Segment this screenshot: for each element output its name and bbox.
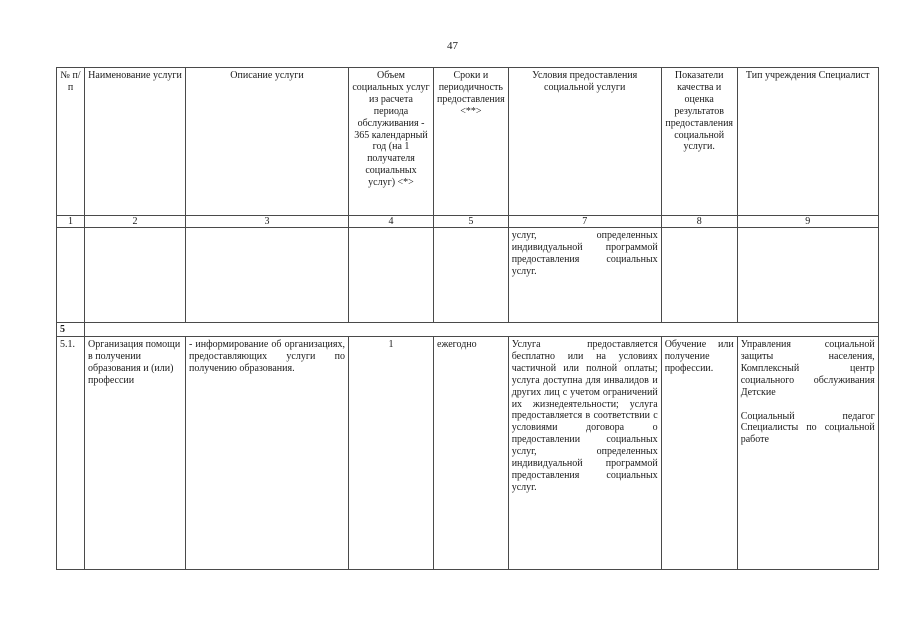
service-quality: Обучение или получение профессии. — [661, 337, 737, 570]
institution-type: Управления социальной защиты населения, Комплексный центр социального обслуживания Детские — [740, 339, 875, 398]
column-number-8: 8 — [661, 216, 737, 228]
header-volume: Объем социальных услуг из расчета периода обслуживания - 365 календарный год (на 1 получателя социальных услуг) <*> — [349, 68, 434, 216]
empty-cell — [57, 228, 85, 323]
empty-cell — [85, 228, 186, 323]
row-number: 5.1. — [57, 337, 85, 570]
column-number-3: 3 — [186, 216, 349, 228]
header-service-name: Наименование услуги — [85, 68, 186, 216]
empty-cell — [737, 228, 878, 323]
section-title — [85, 323, 879, 337]
column-number-5: 5 — [434, 216, 509, 228]
continuation-row — [57, 228, 879, 323]
services-table — [56, 67, 879, 570]
header-quality: Показатели качества и оценка результатов предоставления социальной услуги. — [661, 68, 737, 216]
header-period: Сроки и периодичность предоставления <**> — [434, 68, 509, 216]
section-number: 5 — [57, 323, 85, 337]
service-conditions: Услуга предоставляется бесплатно или на условиях частичной или полной оплаты; услуга доступна для инвалидов и других лиц с учетом ограничений их жизнедеятельности; услуга предоставляется в соответствии с условиями договора о предоставлении социальных услуг, определенных индивидуальной программой предоставления социальных услуг. — [508, 337, 661, 570]
continuation-conditions: услуг, определенных индивидуальной программой предоставления социальных услуг. — [508, 228, 661, 323]
spacer — [741, 399, 875, 411]
specialists: Социальный педагог Специалисты по социальной работе — [740, 410, 875, 446]
empty-cell — [661, 228, 737, 323]
column-number-7: 7 — [508, 216, 661, 228]
column-number-9: 9 — [737, 216, 878, 228]
service-name: Организация помощи в получении образования и (или) профессии — [85, 337, 186, 570]
header-number: № п/п — [57, 68, 85, 216]
table-row — [57, 337, 879, 570]
header-description: Описание услуги — [186, 68, 349, 216]
institution-cell — [737, 337, 878, 570]
header-row — [57, 68, 879, 216]
column-number-2: 2 — [85, 216, 186, 228]
section-row — [57, 323, 879, 337]
header-conditions: Условия предоставления социальной услуги — [508, 68, 661, 216]
header-institution: Тип учреждения Специалист — [737, 68, 878, 216]
empty-cell — [434, 228, 509, 323]
page-number: 47 — [447, 40, 458, 52]
column-number-1: 1 — [57, 216, 85, 228]
empty-cell — [349, 228, 434, 323]
service-period: ежегодно — [434, 337, 509, 570]
empty-cell — [186, 228, 349, 323]
column-number-row — [57, 216, 879, 228]
service-description: - информирование об организациях, предоставляющих услуги по получению образования. — [186, 337, 349, 570]
column-number-4: 4 — [349, 216, 434, 228]
service-volume: 1 — [349, 337, 434, 570]
